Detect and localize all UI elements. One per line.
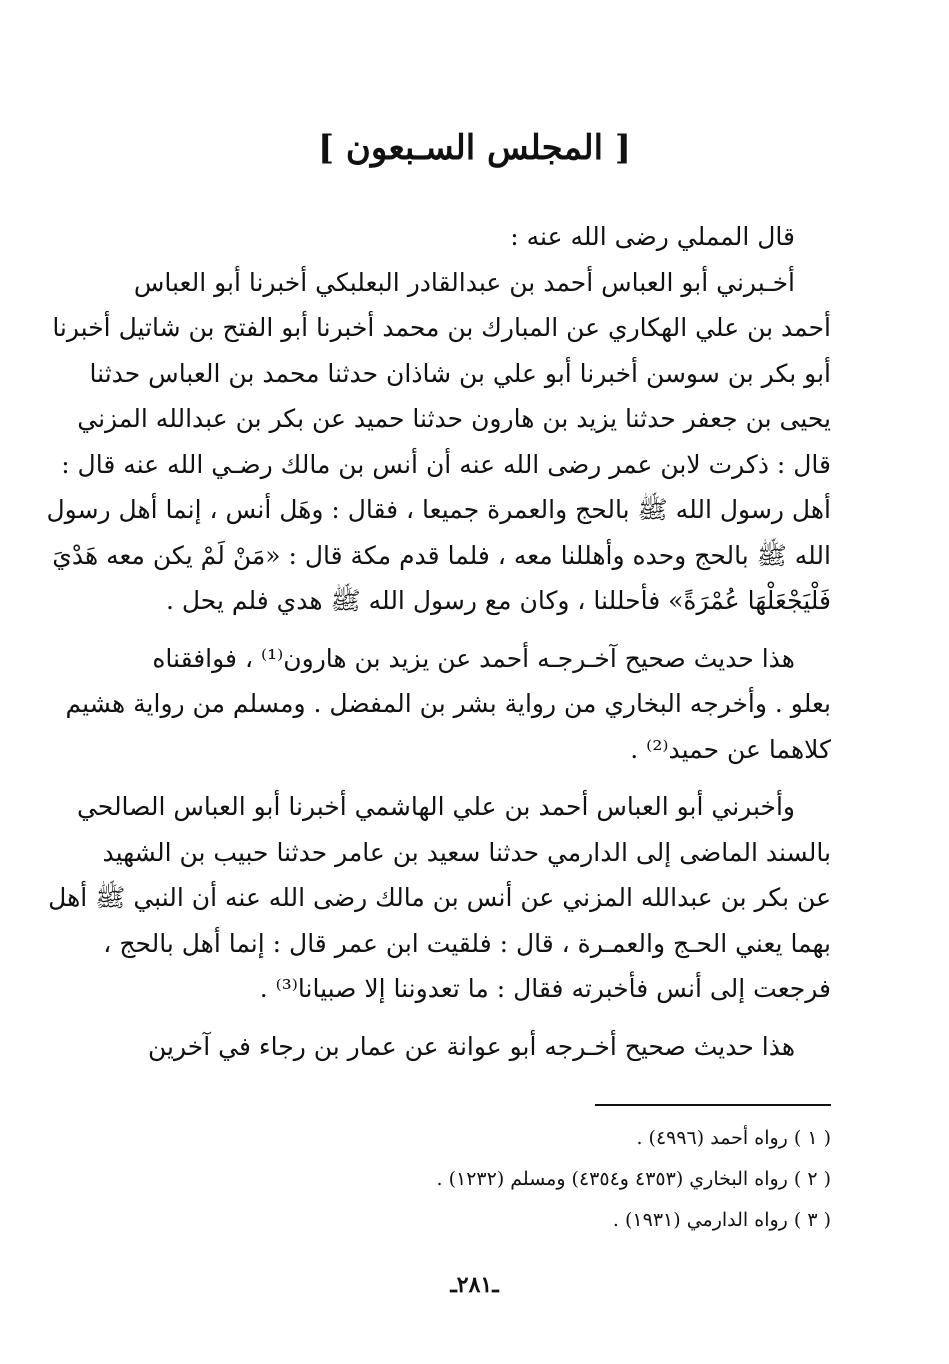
paragraph-hadith-2 (48, 784, 831, 1012)
paragraph-gap (131, 1012, 831, 1024)
footnote-3: ( ٣ ) رواه الدارمي (١٩٣١) . (612, 1209, 831, 1231)
paragraph-commentary-2 (131, 1024, 831, 1070)
text-line: يحيى بن جعفر حدثنا يزيد بن هارون حدثنا حميد عن بكر بن عبدالله المزني (77, 404, 831, 433)
text-line: أحمد بن علي الهكاري عن المبارك بن محمد أخبرنا أبو الفتح بن شاتيل أخبرنا (52, 313, 831, 342)
text-line: قال المملي رضى الله عنه : (510, 222, 795, 251)
text-line: فَلْيَجْعَلْهَا عُمْرَةً» فأحللنا ، وكان مع رسول الله ﷺ هدي فلم يحل . (165, 586, 831, 615)
text-line: كلاهما عن حميد⁽²⁾ . (630, 734, 831, 764)
text-line: أبو بكر بن سوسن أخبرنا أبو علي بن شاذان حدثنا محمد بن العباس حدثنا (89, 358, 831, 388)
text-line: بالسند الماضى إلى الدارمي حدثنا سعيد بن عامر حدثنا حبيب بن الشهيد (102, 837, 831, 867)
text-line: أخـبرني أبو العباس أحمد بن عبدالقادر البعلبكي أخبرنا أبو العباس (133, 267, 795, 297)
text-line: بعلو . وأخرجه البخاري من رواية بشر بن المفضل . ومسلم من رواية هشيم (65, 689, 831, 718)
footnote-2: ( ٢ ) رواه البخاري (٤٣٥٣ و٤٣٥٤) ومسلم (١٢٣٢) . (436, 1168, 831, 1190)
text-line: بهما يعني الحـج والعمـرة ، قال : فلقيت ابن عمر قال : إنما أهل بالحج ، (103, 928, 831, 958)
text-line: أهل رسول الله ﷺ بالحج والعمرة جميعا ، فقال : وهَل أنس ، إنما أهل رسول (46, 495, 831, 524)
main-text (46, 214, 831, 1069)
text-line: فرجعت إلى أنس فأخبرته فقال : ما تعدوننا إلا صبيانا⁽³⁾ . (259, 974, 831, 1003)
footnote-divider (595, 1104, 831, 1106)
paragraph-gap (131, 624, 831, 636)
text-line: هذا حديث صحيح آخـرجـه أحمد عن يزيد بن هارون⁽¹⁾ ، فوافقناه (152, 643, 795, 673)
text-line: هذا حديث صحيح أخـرجه أبو عوانة عن عمار بن رجاء في آخرين (148, 1031, 795, 1061)
paragraph-intro (131, 214, 831, 260)
footnotes (131, 1118, 831, 1241)
paragraph-hadith-1 (46, 260, 831, 624)
text-line: وأخبرني أبو العباس أحمد بن علي الهاشمي أخبرنا أبو العباس الصالحي (76, 792, 795, 821)
footnote-1: ( ١ ) رواه أحمد (٤٩٩٦) . (636, 1127, 831, 1149)
page-title: [ المجلس السـبعون ] (318, 128, 631, 168)
page-number: ـ٢٨١ـ (450, 1272, 499, 1298)
text-line: قال : ذكرت لابن عمر رضى الله عنه أن أنس بن مالك رضـي الله عنه قال : (61, 449, 831, 479)
paragraph-commentary-1 (65, 636, 831, 773)
text-line: الله ﷺ بالحج وحده وأهللنا معه ، فلما قدم مكة قال : «مَنْ لَمْ يكن معه هَدْيَ (52, 540, 831, 570)
paragraph-gap (131, 772, 831, 784)
text-line: عن بكر بن عبدالله المزني عن أنس بن مالك رضى الله عنه أن النبي ﷺ أهل (48, 883, 831, 912)
